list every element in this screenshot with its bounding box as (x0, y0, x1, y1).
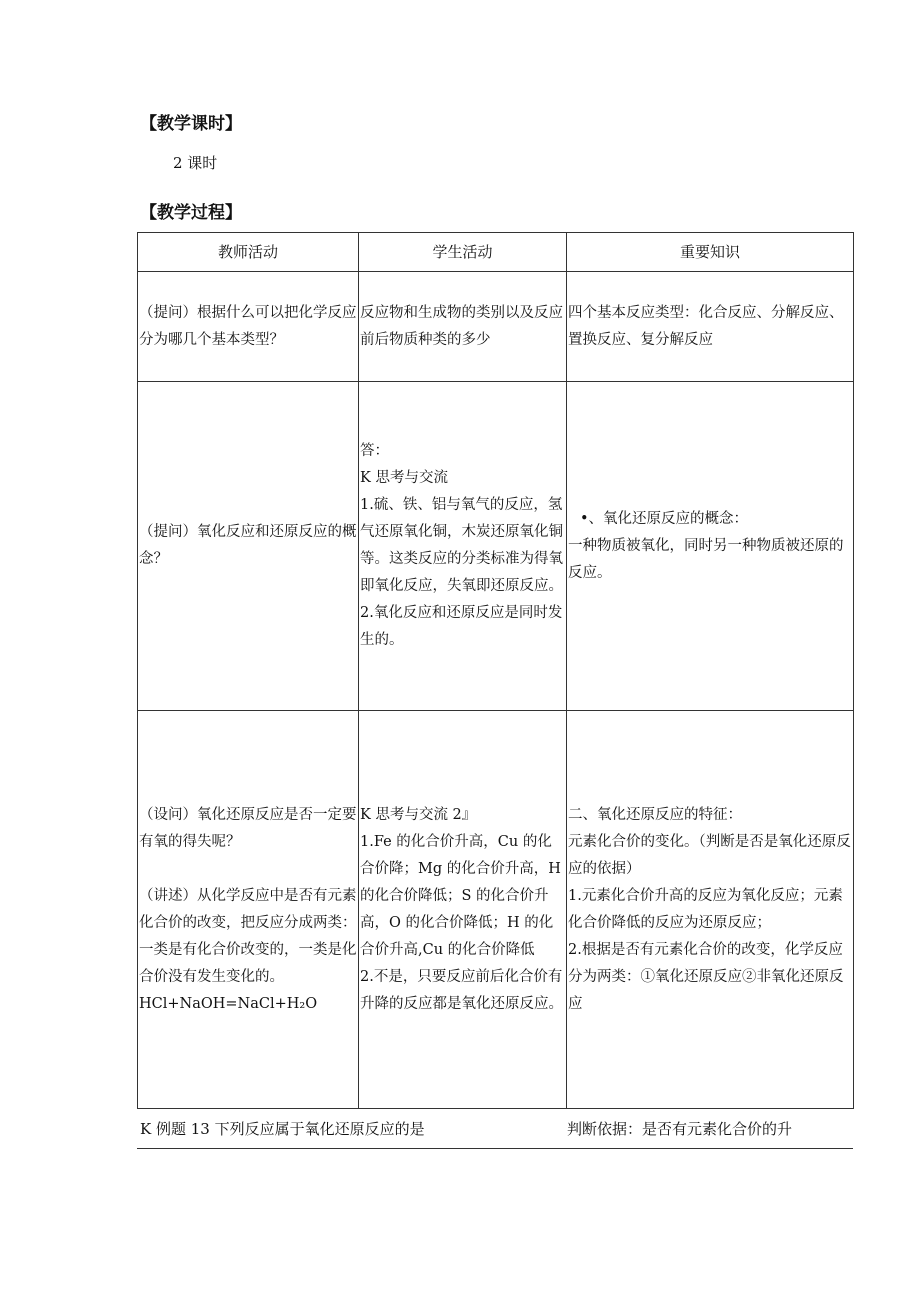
knowledge-cell (567, 711, 854, 1109)
cell-text: HCl+NaOH=NaCl+H₂O (139, 995, 318, 1012)
table-row (138, 272, 854, 382)
student-cell (359, 711, 567, 1109)
cell-text: 1.Fe 的化合价升高，Cu 的化合价降；Mg 的化合价升高，H 的化合价降低；S 的化合价升高，O 的化合价降低；H 的化合价升高,Cu 的化合价降低 (360, 833, 561, 958)
teacher-cell (138, 711, 359, 1109)
cell-text: 反应物和生成物的类别以及反应前后物质种类的多少 (360, 304, 563, 348)
teacher-cell (138, 382, 359, 711)
cell-text: 元素化合价的变化。（判断是否是氧化还原反应的依据） (568, 833, 851, 877)
header-student: 学生活动 (359, 233, 567, 272)
cell-text: 四个基本反应类型：化合反应、分解反应、置换反应、复分解反应 (568, 304, 844, 348)
header-teacher: 教师活动 (138, 233, 359, 272)
table-row (138, 711, 854, 1109)
hours-heading: 【教学课时】 (140, 114, 242, 134)
cell-text: （提问）氧化反应和还原反应的概念？ (139, 524, 357, 567)
cell-text: 2.不是，只要反应前后化合价有升降的反应都是氧化还原反应。 (360, 968, 563, 1012)
cell-text: K 思考与交流 (360, 470, 448, 486)
student-cell (359, 272, 567, 382)
process-heading: 【教学过程】 (140, 203, 242, 223)
cell-text: 答： (360, 443, 389, 459)
example-text: K 例题 13 下列反应属于氧化还原反应的是 (140, 1120, 425, 1138)
cell-text: （讲述）从化学反应中是否有元素化合价的改变，把反应分成两类：一类是有化合价改变的，一类是化合价没有发生变化的。 (139, 887, 357, 985)
table-row (138, 382, 854, 711)
hours-value: 2 课时 (173, 154, 218, 172)
cell-text: •、氧化还原反应的概念： (580, 510, 749, 527)
process-table (137, 232, 854, 1109)
cell-text: （设问）氧化还原反应是否一定要有氧的得失呢？ (139, 806, 357, 850)
cell-text: 1.硫、铁、铝与氧气的反应，氢气还原氧化铜，木炭还原氧化铜等。这类反应的分类标准为得氧即氧化反应，失氧即还原反应。2.氧化反应和还原反应是同时发生的。 (360, 497, 563, 648)
cell-text: 2.根据是否有元素化合价的改变，化学反应分为两类：①氧化还原反应②非氧化还原反应 (568, 941, 844, 1012)
divider (137, 1148, 853, 1149)
student-cell (359, 382, 567, 711)
cell-text: 1.元素化合价升高的反应为氧化反应；元素化合价降低的反应为还原反应； (568, 887, 843, 931)
teacher-cell (138, 272, 359, 382)
cell-text: K 思考与交流 2』 (360, 806, 477, 823)
table-header-row (138, 233, 854, 272)
knowledge-cell (567, 382, 854, 711)
cell-text: 一种物质被氧化，同时另一种物质被还原的反应。 (568, 537, 844, 581)
knowledge-cell (567, 272, 854, 382)
judgement-text: 判断依据：是否有元素化合价的升 (567, 1120, 793, 1138)
cell-text: 二、氧化还原反应的特征： (568, 806, 742, 823)
header-knowledge: 重要知识 (567, 233, 854, 272)
cell-text: （提问）根据什么可以把化学反应分为哪几个基本类型？ (139, 304, 357, 348)
